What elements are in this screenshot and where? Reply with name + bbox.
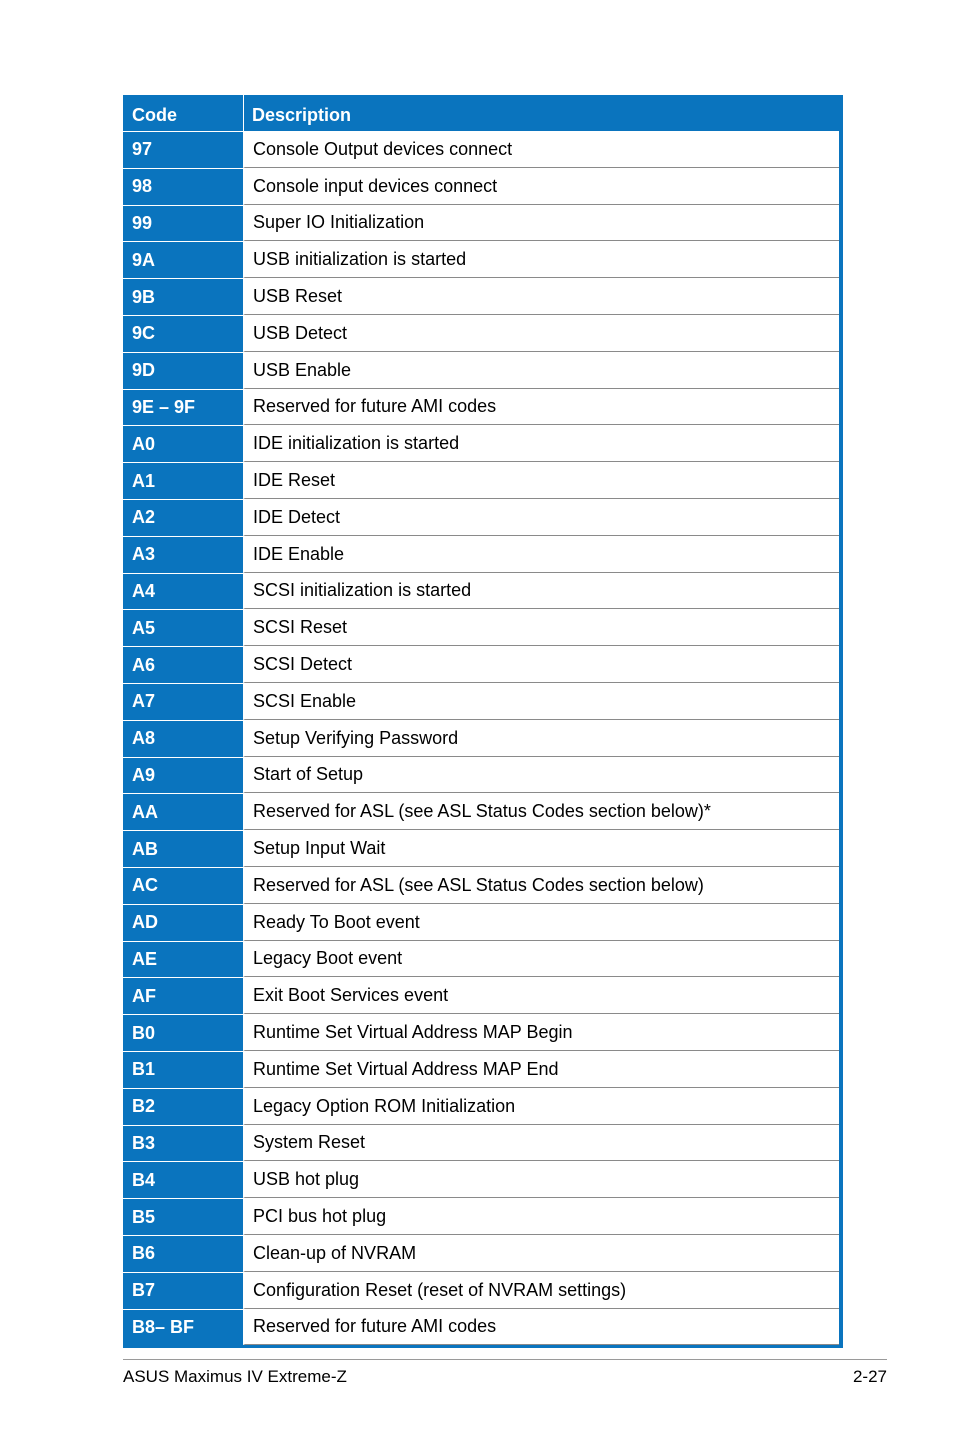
table-row bbox=[123, 720, 839, 757]
table-row bbox=[123, 1198, 839, 1235]
table-row bbox=[123, 867, 839, 904]
table-row bbox=[123, 904, 839, 941]
row-description: Ready To Boot event bbox=[243, 905, 839, 941]
row-code: A2 bbox=[123, 500, 243, 536]
row-description: USB Enable bbox=[243, 353, 839, 389]
row-description: SCSI initialization is started bbox=[243, 574, 839, 610]
row-description: Console input devices connect bbox=[243, 169, 839, 205]
row-code: AC bbox=[123, 868, 243, 904]
row-description: Exit Boot Services event bbox=[243, 978, 839, 1014]
row-code: 9E – 9F bbox=[123, 390, 243, 426]
row-code: 9D bbox=[123, 353, 243, 389]
table-row bbox=[123, 830, 839, 867]
table-row bbox=[123, 1309, 839, 1346]
table-row bbox=[123, 941, 839, 978]
table-row bbox=[123, 389, 839, 426]
footer-divider bbox=[123, 1359, 887, 1360]
row-description: Runtime Set Virtual Address MAP End bbox=[243, 1052, 839, 1088]
row-description: Setup Verifying Password bbox=[243, 721, 839, 757]
row-code: B5 bbox=[123, 1199, 243, 1235]
row-description: Configuration Reset (reset of NVRAM settings) bbox=[243, 1273, 839, 1309]
table-row bbox=[123, 315, 839, 352]
row-code: B4 bbox=[123, 1162, 243, 1198]
table-row bbox=[123, 1235, 839, 1272]
row-description: IDE Detect bbox=[243, 500, 839, 536]
row-code: A8 bbox=[123, 721, 243, 757]
row-code: B3 bbox=[123, 1126, 243, 1162]
row-description: Legacy Option ROM Initialization bbox=[243, 1089, 839, 1125]
row-description: Runtime Set Virtual Address MAP Begin bbox=[243, 1015, 839, 1051]
table-row bbox=[123, 462, 839, 499]
table-row bbox=[123, 499, 839, 536]
row-code: 9A bbox=[123, 242, 243, 278]
row-description: USB Reset bbox=[243, 279, 839, 315]
table-row bbox=[123, 425, 839, 462]
row-code: A7 bbox=[123, 684, 243, 720]
row-code: A3 bbox=[123, 537, 243, 573]
row-description: IDE Reset bbox=[243, 463, 839, 499]
table-row bbox=[123, 609, 839, 646]
row-description: USB Detect bbox=[243, 316, 839, 352]
table-row bbox=[123, 278, 839, 315]
header-description: Description bbox=[243, 95, 839, 131]
row-code: A4 bbox=[123, 574, 243, 610]
row-code: 99 bbox=[123, 206, 243, 242]
table-row bbox=[123, 646, 839, 683]
footer-page-number: 2-27 bbox=[852, 1367, 887, 1386]
row-code: 98 bbox=[123, 169, 243, 205]
footer-product-name: ASUS Maximus IV Extreme-Z bbox=[123, 1367, 347, 1386]
table-row bbox=[123, 573, 839, 610]
row-description: Clean-up of NVRAM bbox=[243, 1236, 839, 1272]
table-row bbox=[123, 131, 839, 168]
table-row bbox=[123, 1272, 839, 1309]
table-row bbox=[123, 757, 839, 794]
row-description: IDE initialization is started bbox=[243, 426, 839, 462]
table-row bbox=[123, 683, 839, 720]
row-description: Reserved for ASL (see ASL Status Codes section below)* bbox=[243, 794, 839, 830]
table-row bbox=[123, 1014, 839, 1051]
row-code: A0 bbox=[123, 426, 243, 462]
table-row bbox=[123, 1088, 839, 1125]
table-row bbox=[123, 793, 839, 830]
row-description: Reserved for future AMI codes bbox=[243, 1310, 839, 1346]
row-code: AD bbox=[123, 905, 243, 941]
table-row bbox=[123, 536, 839, 573]
row-code: 97 bbox=[123, 132, 243, 168]
row-description: System Reset bbox=[243, 1126, 839, 1162]
row-description: IDE Enable bbox=[243, 537, 839, 573]
row-code: AB bbox=[123, 831, 243, 867]
table-row bbox=[123, 1161, 839, 1198]
row-description: SCSI Detect bbox=[243, 647, 839, 683]
table-header bbox=[123, 95, 839, 131]
row-description: SCSI Enable bbox=[243, 684, 839, 720]
row-code: A9 bbox=[123, 758, 243, 794]
row-code: A1 bbox=[123, 463, 243, 499]
row-code: B2 bbox=[123, 1089, 243, 1125]
row-code: B8– BF bbox=[123, 1310, 243, 1346]
row-code: B1 bbox=[123, 1052, 243, 1088]
row-code: A6 bbox=[123, 647, 243, 683]
row-code: AA bbox=[123, 794, 243, 830]
table-body bbox=[123, 131, 839, 1345]
post-code-table bbox=[123, 95, 843, 1348]
table-row bbox=[123, 1125, 839, 1162]
row-description: Start of Setup bbox=[243, 758, 839, 794]
row-code: AF bbox=[123, 978, 243, 1014]
table-row bbox=[123, 352, 839, 389]
row-description: Super IO Initialization bbox=[243, 206, 839, 242]
table-row bbox=[123, 205, 839, 242]
row-code: B6 bbox=[123, 1236, 243, 1272]
row-code: B0 bbox=[123, 1015, 243, 1051]
row-description: Legacy Boot event bbox=[243, 942, 839, 978]
row-description: PCI bus hot plug bbox=[243, 1199, 839, 1235]
row-description: USB initialization is started bbox=[243, 242, 839, 278]
row-description: SCSI Reset bbox=[243, 610, 839, 646]
row-code: 9B bbox=[123, 279, 243, 315]
row-code: 9C bbox=[123, 316, 243, 352]
row-code: B7 bbox=[123, 1273, 243, 1309]
row-description: Reserved for ASL (see ASL Status Codes section below) bbox=[243, 868, 839, 904]
table-row bbox=[123, 1051, 839, 1088]
row-description: USB hot plug bbox=[243, 1162, 839, 1198]
table-row bbox=[123, 241, 839, 278]
table-row bbox=[123, 977, 839, 1014]
row-description: Console Output devices connect bbox=[243, 132, 839, 168]
row-description: Setup Input Wait bbox=[243, 831, 839, 867]
row-code: A5 bbox=[123, 610, 243, 646]
table-row bbox=[123, 168, 839, 205]
row-code: AE bbox=[123, 942, 243, 978]
header-code: Code bbox=[132, 104, 177, 125]
row-description: Reserved for future AMI codes bbox=[243, 390, 839, 426]
